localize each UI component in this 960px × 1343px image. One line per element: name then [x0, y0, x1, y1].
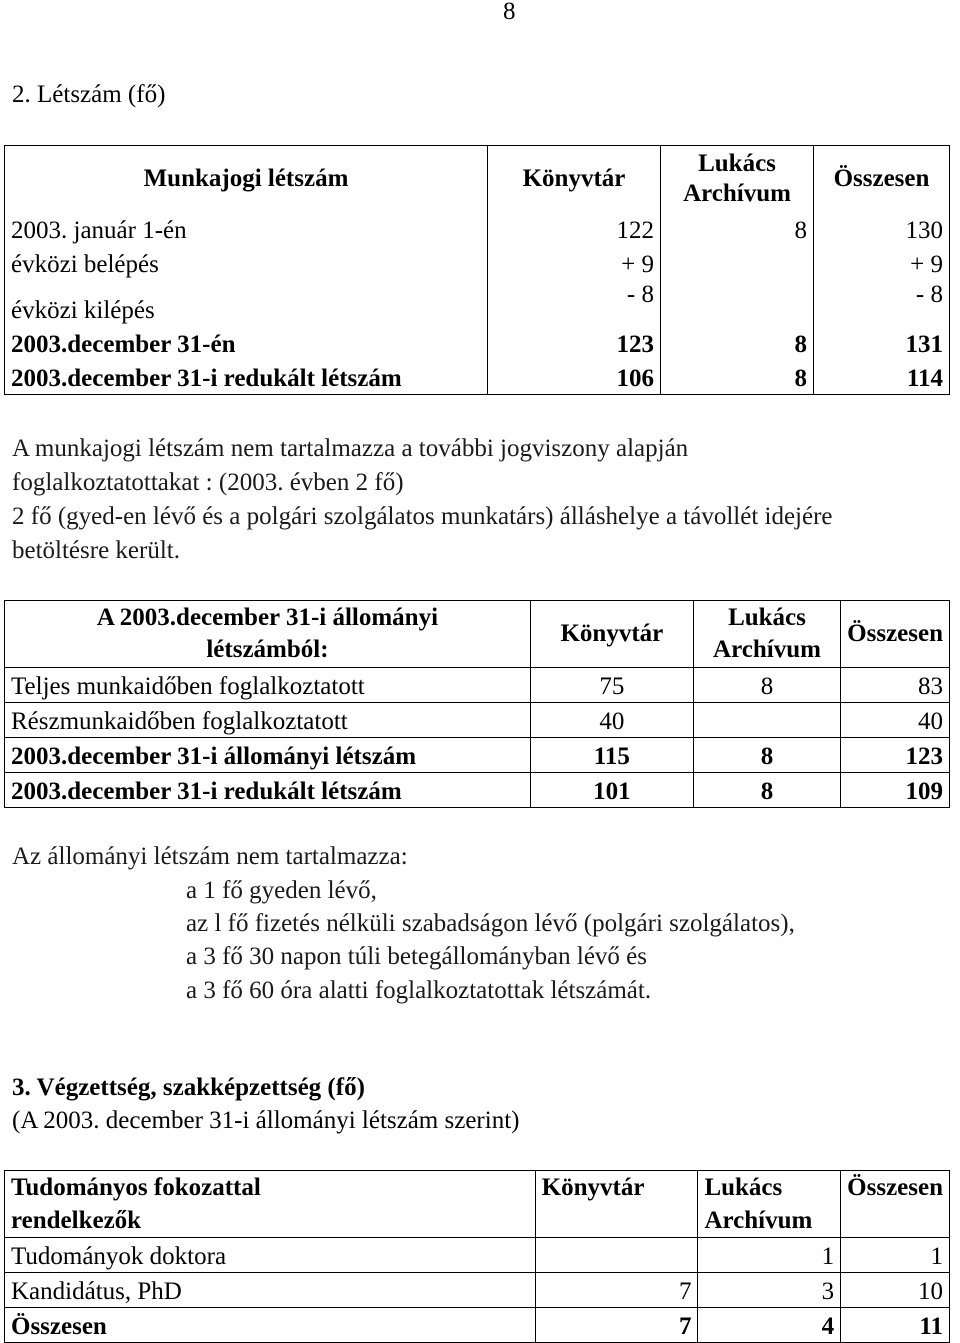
exclusion-intro: Az állományi létszám nem tartalmazza:: [12, 843, 408, 870]
table-row: [5, 360, 950, 394]
cell-osszesen: 114: [814, 360, 950, 394]
table-row: [5, 212, 950, 246]
cell-osszesen: 123: [841, 738, 950, 773]
table-row: [5, 326, 950, 360]
row-label: 2003.december 31-i állományi létszám: [5, 738, 531, 773]
header-label: Tudományos fokozattal rendelkezők: [5, 1171, 536, 1238]
section-3-title: 3. Végzettség, szakképzettség (fő): [12, 1074, 365, 1101]
cell-osszesen: 131: [814, 326, 950, 360]
cell-lukacs: 8: [661, 326, 814, 360]
cell-lukacs: [661, 280, 814, 326]
cell-lukacs: 4: [698, 1308, 841, 1343]
header-osszesen: Összesen: [841, 1171, 950, 1238]
header-label: A 2003.december 31-i állományi létszámból:: [5, 601, 531, 668]
header-konyvtar: Könyvtár: [488, 146, 661, 213]
cell-lukacs: [693, 703, 840, 738]
header-label: Munkajogi létszám: [5, 146, 488, 213]
note-line: 2 fő (gyed-en lévő és a polgári szolgálatos munkatárs) álláshelye a távollét idejére: [12, 503, 833, 530]
cell-lukacs: 8: [693, 773, 840, 808]
cell-konyvtar: 106: [488, 360, 661, 394]
exclusion-line: a 3 fő 60 óra alatti foglalkoztatottak létszámát.: [186, 977, 652, 1004]
cell-osszesen: 10: [841, 1273, 950, 1308]
row-label: 2003. január 1-én: [5, 212, 488, 246]
exclusion-line: a 3 fő 30 napon túli betegállományban lévő és: [186, 943, 647, 970]
header-osszesen: Összesen: [814, 146, 950, 213]
cell-konyvtar: + 9: [488, 246, 661, 280]
cell-lukacs: 3: [698, 1273, 841, 1308]
note-line: A munkajogi létszám nem tartalmazza a további jogviszony alapján: [12, 435, 689, 462]
cell-osszesen: 130: [814, 212, 950, 246]
exclusion-line: az l fő fizetés nélküli szabadságon lévő (polgári szolgálatos),: [186, 910, 795, 937]
note-line: betöltésre került.: [12, 537, 180, 564]
cell-konyvtar: 123: [488, 326, 661, 360]
cell-konyvtar: 40: [530, 703, 693, 738]
cell-lukacs: 8: [661, 212, 814, 246]
table-row: [5, 703, 950, 738]
header-lukacs: Lukács Archívum: [661, 146, 814, 213]
cell-lukacs: 8: [693, 668, 840, 703]
note-line: foglalkoztatottakat : (2003. évben 2 fő): [12, 469, 404, 496]
header-lukacs: Lukács Archívum: [693, 601, 840, 668]
header-osszesen: Összesen: [841, 601, 950, 668]
cell-osszesen: 109: [841, 773, 950, 808]
table-header-row: [5, 601, 950, 668]
cell-konyvtar: 122: [488, 212, 661, 246]
row-label: Részmunkaidőben foglalkoztatott: [5, 703, 531, 738]
row-label: Tudományok doktora: [5, 1238, 536, 1273]
table-row: [5, 280, 950, 326]
cell-osszesen: 11: [841, 1308, 950, 1343]
qualification-table: [4, 1170, 950, 1343]
row-label: Teljes munkaidőben foglalkoztatott: [5, 668, 531, 703]
row-label: 2003.december 31-i redukált létszám: [5, 773, 531, 808]
header-konyvtar: Könyvtár: [535, 1171, 698, 1238]
exclusion-line: a 1 fő gyeden lévő,: [186, 877, 377, 904]
table-row: [5, 773, 950, 808]
cell-konyvtar: - 8: [488, 280, 661, 326]
cell-osszesen: - 8: [814, 280, 950, 326]
cell-lukacs: 8: [661, 360, 814, 394]
row-label: 2003.december 31-én: [5, 326, 488, 360]
cell-osszesen: 1: [841, 1238, 950, 1273]
table-row: [5, 246, 950, 280]
cell-konyvtar: 101: [530, 773, 693, 808]
cell-konyvtar: 7: [535, 1308, 698, 1343]
cell-lukacs: 1: [698, 1238, 841, 1273]
row-label: Összesen: [5, 1308, 536, 1343]
table-header-row: [5, 146, 950, 213]
cell-konyvtar: 75: [530, 668, 693, 703]
cell-lukacs: 8: [693, 738, 840, 773]
table-row: [5, 1238, 950, 1273]
header-lukacs: Lukács Archívum: [698, 1171, 841, 1238]
row-label: 2003.december 31-i redukált létszám: [5, 360, 488, 394]
cell-konyvtar: 7: [535, 1273, 698, 1308]
table-row: [5, 668, 950, 703]
cell-osszesen: + 9: [814, 246, 950, 280]
table-header-row: [5, 1171, 950, 1238]
cell-osszesen: 83: [841, 668, 950, 703]
table-row: [5, 1273, 950, 1308]
table-row: [5, 738, 950, 773]
cell-konyvtar: [535, 1238, 698, 1273]
page-number: 8: [503, 0, 516, 25]
cell-konyvtar: 115: [530, 738, 693, 773]
headcount-table: [4, 145, 950, 395]
header-konyvtar: Könyvtár: [530, 601, 693, 668]
row-label: évközi kilépés: [5, 280, 488, 326]
cell-osszesen: 40: [841, 703, 950, 738]
cell-lukacs: [661, 246, 814, 280]
row-label: évközi belépés: [5, 246, 488, 280]
table-row: [5, 1308, 950, 1343]
row-label: Kandidátus, PhD: [5, 1273, 536, 1308]
staff-table: [4, 600, 950, 808]
section-2-title: 2. Létszám (fő): [12, 81, 166, 108]
section-3-subtitle: (A 2003. december 31-i állományi létszám szerint): [12, 1107, 520, 1134]
